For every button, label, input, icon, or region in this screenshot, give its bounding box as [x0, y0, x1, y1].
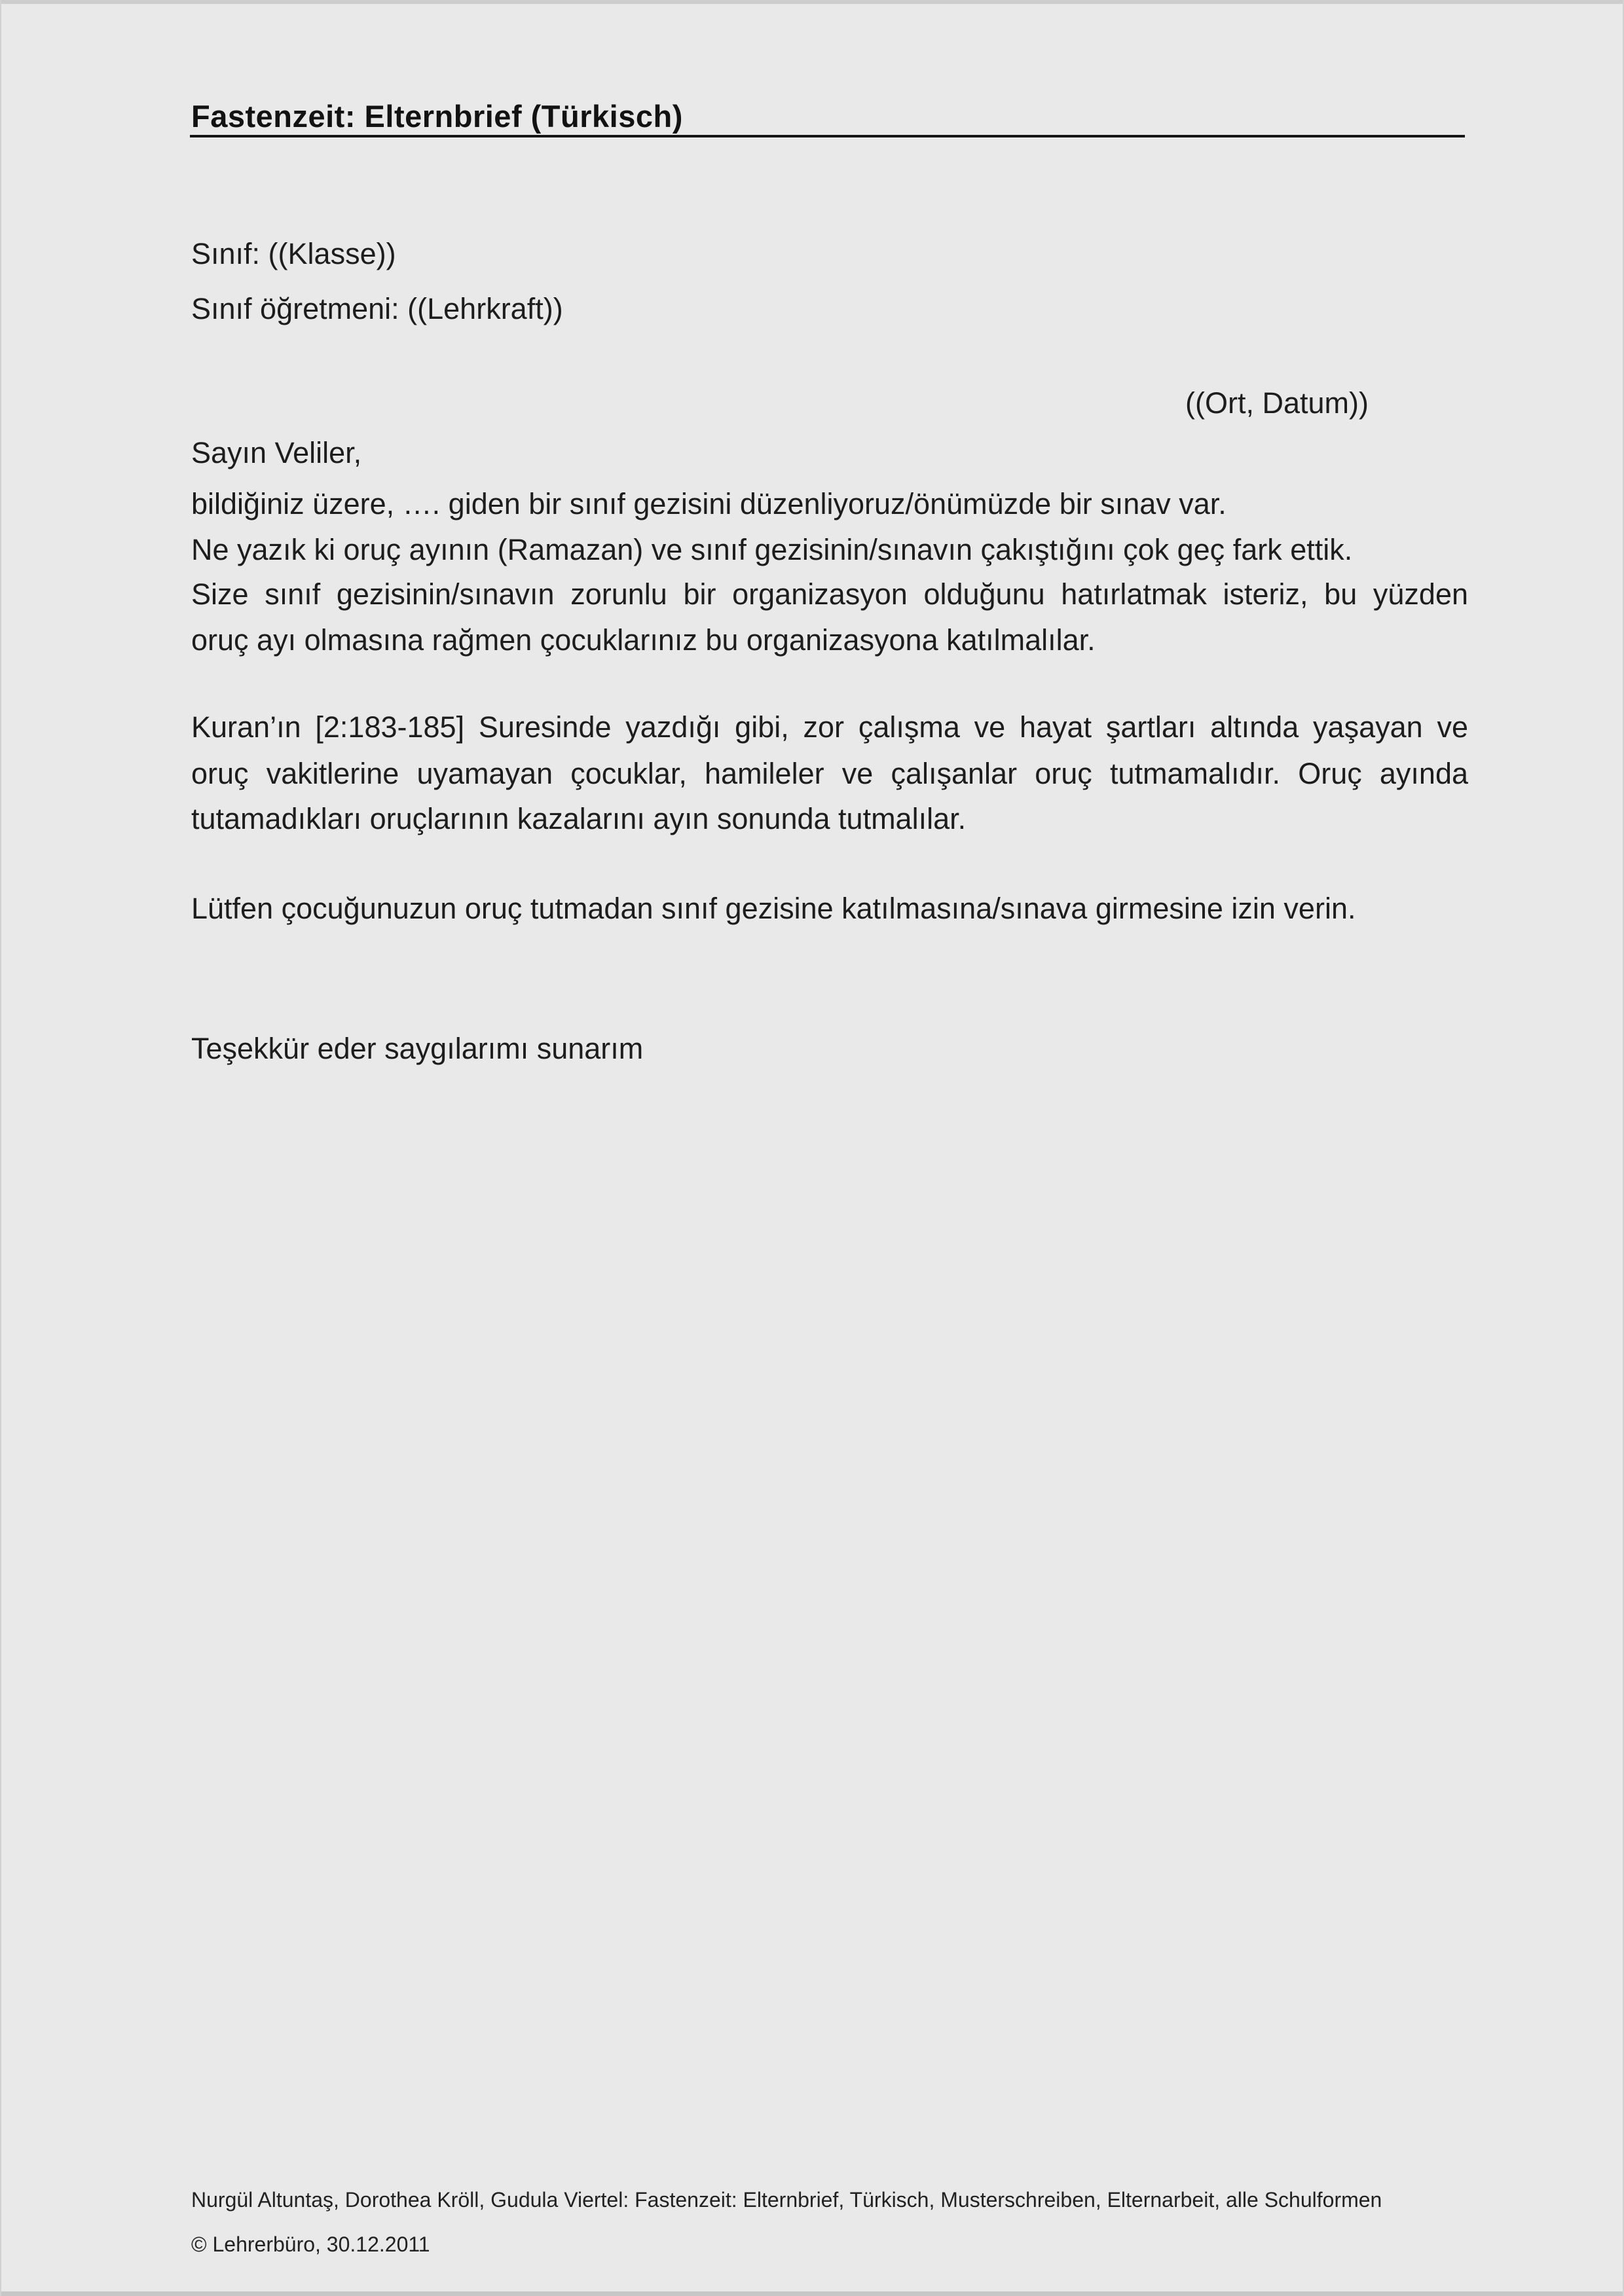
paragraph2-line2: oruç vakitlerine uyamayan çocuklar, hamileler ve çalışanlar oruç tutmamalıdır. Oruç ayında [191, 757, 1468, 790]
class-placeholder-line: Sınıf: ((Klasse)) [191, 237, 396, 270]
scan-edge-bottom [1, 2291, 1623, 2296]
closing-line: Teşekkür eder saygılarımı sunarım [191, 1032, 644, 1065]
scan-edge-top [1, 0, 1623, 4]
page-title: Fastenzeit: Elternbrief (Türkisch) [191, 99, 683, 134]
paragraph1-line4: oruç ayı olmasına rağmen çocuklarınız bu organizasyona katılmalılar. [191, 623, 1096, 657]
request-line: Lütfen çocuğunuzun oruç tutmadan sınıf gezisine katılmasına/sınava girmesine izin verin. [191, 892, 1356, 925]
place-date-placeholder: ((Ort, Datum)) [1185, 386, 1369, 420]
paragraph2-line3: tutamadıkları oruçlarının kazalarını ayın sonunda tutmalılar. [191, 802, 967, 835]
paragraph2-line1: Kuran’ın [2:183-185] Suresinde yazdığı gibi, zor çalışma ve hayat şartları altında yaşayan ve [191, 710, 1468, 744]
footer-credits: Nurgül Altuntaş, Dorothea Kröll, Gudula Viertel: Fastenzeit: Elternbrief, Türkisch, Musterschreiben, Elternarbeit, alle Schulformen [191, 2188, 1382, 2212]
paragraph1-line3: Size sınıf gezisinin/sınavın zorunlu bir organizasyon olduğunu hatırlatmak isteriz, bu yüzden [191, 577, 1468, 611]
paragraph1-line1: bildiğiniz üzere, …. giden bir sınıf gezisini düzenliyoruz/önümüzde bir sınav var. [191, 487, 1227, 520]
teacher-placeholder-line: Sınıf öğretmeni: ((Lehrkraft)) [191, 292, 563, 325]
salutation: Sayın Veliler, [191, 436, 362, 469]
title-underline [190, 135, 1465, 137]
footer-copyright: © Lehrerbüro, 30.12.2011 [191, 2232, 430, 2256]
paragraph1-line2: Ne yazık ki oruç ayının (Ramazan) ve sınıf gezisinin/sınavın çakıştığını çok geç fark ettik. [191, 533, 1353, 566]
